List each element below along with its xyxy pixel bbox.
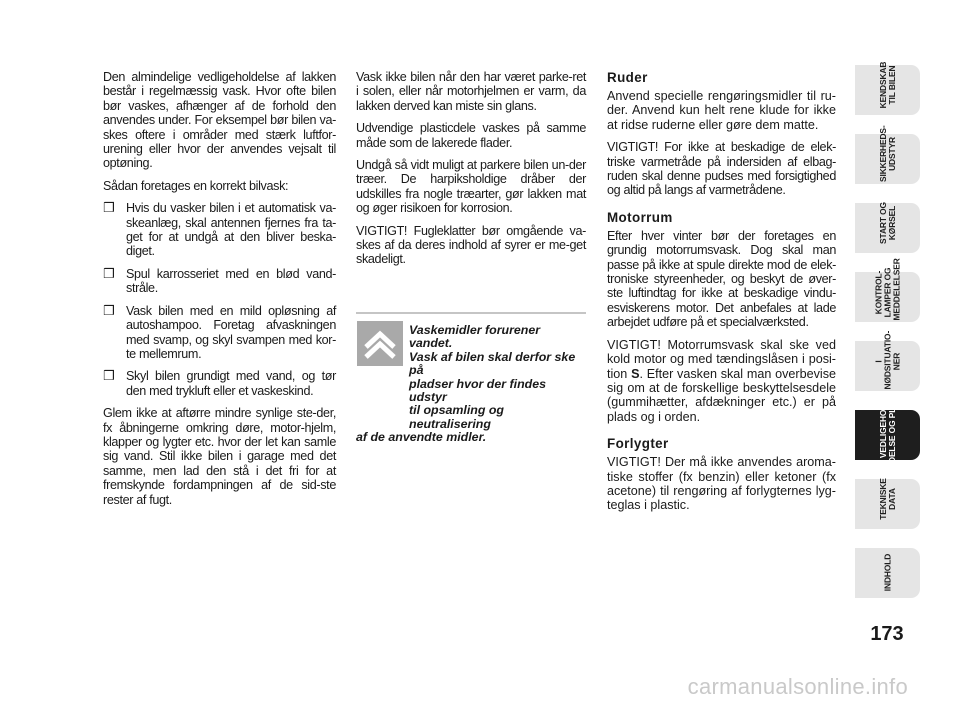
paragraph: Sådan foretages en korrekt bilvask: (103, 178, 289, 193)
paragraph: Efter hver vinter bør der foretages en grundig motorrumsvask. Dog skal man passe på ikke at spule direkte mod de elek-troniske styreenheder, og beskyt de øver-ste luftindtag for ikke at beskadige vindu-esviskerens motor. Det anbefales at lade arbejdet udføre på et specialværksted. (607, 228, 836, 330)
list-item (103, 267, 336, 296)
tab-i-nodsituationer[interactable]: I NØDSITUATIO- NER (855, 341, 920, 391)
paragraph: VIGTIGT! Motorrumsvask skal ske ved kold motor og med tændingslåsen i posi-tion S. Efter vasken skal man overbevise sig om at de forskellige beskyttelsesdele (gummihætter, afdækninger etc.) er på plads og i orden. (607, 337, 836, 424)
list-item-text: Vask bilen med en mild opløsning af autoshampoo. Foretag afvaskningen med svamp, og skyl svampen med kor-te mellemrum. (126, 303, 336, 361)
list-item (103, 201, 336, 259)
paragraph: Anvend specielle rengøringsmidler til ru-der. Anvend kun helt rene klude for ikke at ridse ruderne eller gøre dem matte. (607, 89, 836, 132)
checkbox-bullet-icon: ❒ (103, 265, 115, 281)
column-middle (356, 70, 586, 275)
list-item-text: Skyl bilen grundigt med vand, og tør den med trykluft eller et vaskeskind. (126, 369, 336, 398)
checkbox-bullet-icon: ❒ (103, 302, 115, 318)
paragraph: VIGTIGT! For ikke at beskadige de elek-triske varmetråde på indersiden af elbag-ruden skal denne pudses med forsigtighed og altid på langs af varmetrådene. (607, 140, 836, 198)
tab-sikkerhedsudstyr[interactable]: SIKKERHEDS- UDSTYR (855, 134, 920, 184)
column-left (103, 70, 336, 515)
tab-vedligeholdelse-og-pleje[interactable]: VEDLIGEHOL- DELSE OG PLEJE (855, 410, 920, 460)
checkbox-bullet-icon: ❒ (103, 368, 115, 384)
divider (356, 312, 586, 314)
section-heading-ruder: Ruder (607, 70, 648, 85)
section-heading-motorrum: Motorrum (607, 209, 673, 225)
column-right (607, 70, 836, 521)
page-number: 173 (870, 623, 904, 645)
paragraph: Glem ikke at aftørre mindre synlige ste-der, fx åbningerne omkring døre, motor-hjelm, klapper og lygter etc. hvor der let kan samle sig vand. Stil ikke bilen i garage med det samme, men lad den stå i det fri for at fremskynde fordampningen af de sid-ste rester af fugt. (103, 406, 336, 507)
list-item-text: Spul karrosseriet med en blød vand-stråle. (126, 266, 336, 296)
warning-text: Vaskemidler forurener vandet. Vask af bilen skal derfor ske på pladser hvor der findes udstyr til opsamling og neutralisering af de anvendte midler. (356, 323, 576, 445)
paragraph: VIGTIGT! Fugleklatter bør omgående va-skes af da deres indhold af syrer er me-get skadeligt. (356, 223, 586, 267)
tab-start-og-korsel[interactable]: START OG KØRSEL (855, 203, 920, 253)
paragraph: Vask ikke bilen når den har været parke-ret i solen, eller når motorhjelmen er varm, da lakken derved kan miste sin glans. (356, 70, 586, 113)
tab-tekniske-data[interactable]: TEKNISKE DATA (855, 479, 920, 529)
watermark: carmanualsonline.info (687, 674, 908, 699)
tab-kendskab-til-bilen[interactable]: KENDSKAB TIL BILEN (855, 65, 920, 115)
tab-kontrollamper[interactable]: KONTROL- LAMPER OG MEDDELELSER (855, 272, 920, 322)
list-item-text: Hvis du vasker bilen i et automatisk va-skeanlæg, skal antennen fjernes fra ta-get for at undgå at den bliver beska-diget. (126, 201, 336, 259)
paragraph: Undgå så vidt muligt at parkere bilen un-der træer. De harpiksholdige dråber der udskilles fra nogle træarter, gør lakken mat og øger risikoen for korrosion. (356, 158, 586, 216)
list-item (103, 304, 336, 362)
paragraph: VIGTIGT! Der må ikke anvendes aroma-tiske stoffer (fx benzin) eller ketoner (fx acetone) til rengøring af forlygternes lyg-teglas i plastic. (607, 455, 836, 513)
tab-indhold[interactable]: INDHOLD (855, 548, 920, 598)
paragraph: Den almindelige vedligeholdelse af lakken består i regelmæssig vask. Hvor ofte bilen bør vaskes, afhænger af de forhold den anvendes under. For eksempel bør bilen va-skes oftere i områder med stærk luftfor-urening eller hvor der anvendes vejsalt til optøning. (103, 70, 336, 171)
paragraph: Udvendige plasticdele vaskes på samme måde som de lakerede flader. (356, 121, 586, 150)
section-heading-forlygter: Forlygter (607, 436, 669, 452)
checkbox-bullet-icon: ❒ (103, 200, 115, 216)
list-item (103, 369, 336, 398)
